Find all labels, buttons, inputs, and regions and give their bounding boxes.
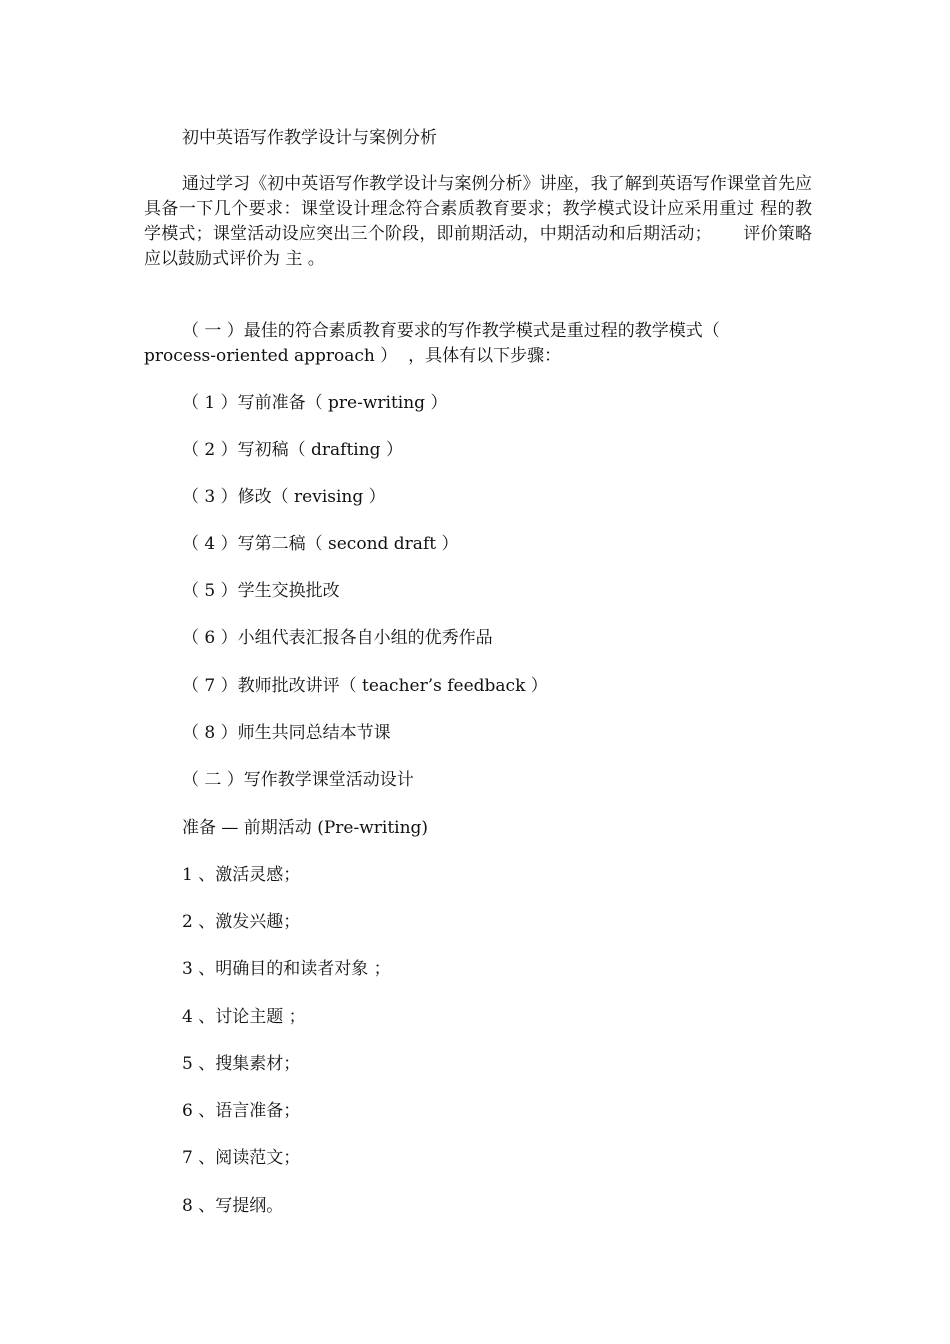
step-item: （ 1 ）写前准备（ pre-writing ） — [182, 393, 448, 413]
activity-item: 2 、激发兴趣； — [182, 912, 301, 932]
step-item: （ 3 ）修改（ revising ） — [182, 487, 386, 507]
section2-subheading: 准备 — 前期活动 (Pre-writing) — [182, 818, 429, 838]
section1-heading-line2: process-oriented approach ） ，具体有以下步骤： — [144, 346, 562, 366]
activity-item: 4 、讨论主题 ； — [182, 1007, 306, 1027]
activity-item: 6 、语言准备； — [182, 1101, 301, 1121]
activity-item: 1 、激活灵感； — [182, 865, 301, 885]
activity-item: 3 、明确目的和读者对象 ； — [182, 959, 391, 979]
step-item: （ 5 ）学生交换批改 — [182, 581, 340, 601]
intro-paragraph: 通过学习《初中英语写作教学设计与案例分析》讲座，我了解到英语写作课堂首先应具备一下几个要求：课堂设计理念符合素质教育要求；教学模式设计应采用重过 程的教学模式；课堂活动设应突出三个阶段，即前期活动，中期活动和后期活动； 评价策略应以鼓励式评价为 主 。 — [144, 174, 812, 269]
step-item: （ 4 ）写第二稿（ second draft ） — [182, 534, 459, 554]
activity-item: 5 、搜集素材； — [182, 1054, 301, 1074]
step-item: （ 8 ）师生共同总结本节课 — [182, 723, 391, 743]
step-item: （ 6 ）小组代表汇报各自小组的优秀作品 — [182, 628, 493, 648]
activity-item: 7 、阅读范文； — [182, 1148, 301, 1168]
step-item: （ 7 ）教师批改讲评（ teacher’s feedback ） — [182, 676, 548, 696]
section2-heading: （ 二 ）写作教学课堂活动设计 — [182, 770, 414, 790]
document-title: 初中英语写作教学设计与案例分析 — [182, 128, 437, 148]
activity-item: 8 、写提纲。 — [182, 1196, 284, 1216]
section1-heading-line1: （ 一 ）最佳的符合素质教育要求的写作教学模式是重过程的教学模式（ — [182, 321, 720, 341]
step-item: （ 2 ）写初稿（ drafting ） — [182, 440, 403, 460]
